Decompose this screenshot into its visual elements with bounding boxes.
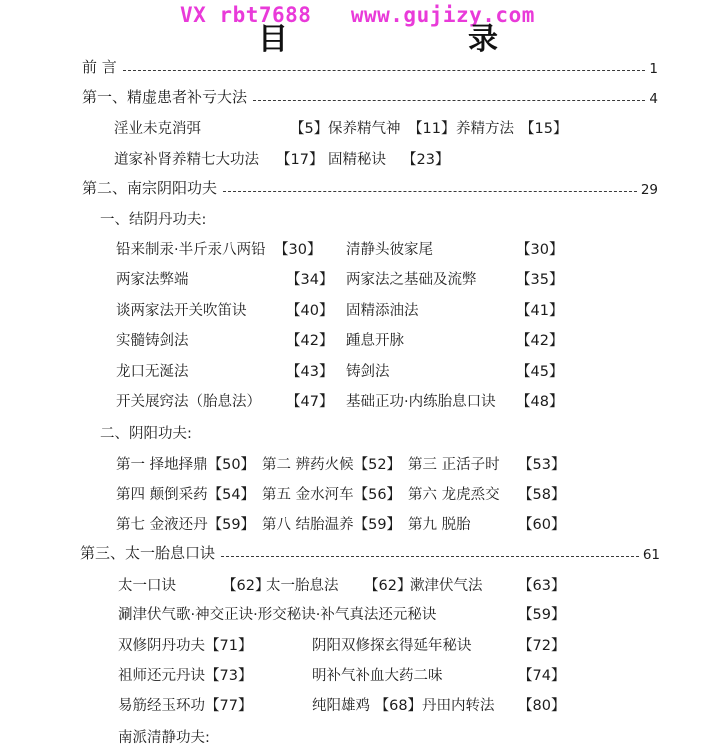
toc-item-page: 【15】 [520, 121, 568, 137]
toc-item: 明补气补血大药二味 [312, 668, 443, 684]
toc-item: 铅来制汞·半斤汞八两铅 [116, 242, 266, 258]
toc-item: 第二 辨药火候【52】 [262, 457, 402, 473]
toc-item-page: 【41】 [516, 303, 564, 319]
toc-item: 易筋经玉环功【77】 [118, 698, 253, 714]
toc-item-page: 【34】 [286, 272, 334, 288]
toc-item: 第八 结胎温养【59】 [262, 517, 402, 533]
toc-item-page: 【58】 [518, 487, 566, 503]
toc-item-page: 【30】 [516, 242, 564, 258]
toc-item: 龙口无涎法 [116, 364, 189, 380]
toc-item-page: 【43】 [286, 364, 334, 380]
toc-item-page: 【45】 [516, 364, 564, 380]
toc-item-page: 【72】 [518, 638, 566, 654]
toc-item: 道家补肾养精七大功法 [114, 152, 259, 168]
toc-item: 第五 金水河车【56】 [262, 487, 402, 503]
toc-item: 第九 脱胎 [408, 517, 471, 533]
toc-entry-ch2 [82, 177, 658, 198]
toc-page: 1 [649, 61, 658, 77]
toc-item: 太一口诀 [118, 578, 176, 594]
toc-item: 固精添油法 [346, 303, 419, 319]
toc-item-page: 【63】 [518, 578, 566, 594]
toc-item: 纯阳雄鸡 【68】丹田内转法 [312, 698, 495, 714]
title-char-mu: 目 [258, 22, 288, 57]
subsection-heading: 一、结阴丹功夫: [100, 212, 207, 228]
toc-item-page: 【30】 [274, 242, 322, 258]
toc-page: 29 [640, 182, 658, 198]
toc-item-page: 【17】 [276, 152, 324, 168]
toc-item: 太一胎息法 [266, 578, 339, 594]
toc-item: 铸剑法 [346, 364, 390, 380]
toc-item: 实髓铸剑法 [116, 333, 189, 349]
toc-label: 前 言 [82, 58, 117, 76]
toc-label: 第二、南宗阴阳功夫 [82, 179, 218, 197]
subsection-heading: 南派清静功夫: [118, 730, 210, 746]
toc-item-page: 【59】 [518, 607, 566, 623]
toc-item: 开关展窍法（胎息法） [116, 394, 261, 410]
toc-item: 谈两家法开关吹笛诀 [116, 303, 247, 319]
toc-item: 第四 颠倒采药【54】 [116, 487, 256, 503]
toc-item: 保养精气神 [328, 121, 401, 137]
toc-entry-ch1 [82, 86, 658, 107]
toc-entry-preface [82, 56, 658, 77]
subsection-heading: 二、阴阳功夫: [100, 426, 192, 442]
toc-item-page: 【80】 [518, 698, 566, 714]
toc-item: 基础正功·内练胎息口诀 [346, 394, 496, 410]
toc-item: 养精方法 [456, 121, 514, 137]
toc-item: 双修阴丹功夫【71】 [118, 638, 253, 654]
dot-leader [253, 100, 645, 101]
toc-page: 61 [642, 547, 660, 563]
toc-item-page: 【23】 [402, 152, 450, 168]
dot-leader [221, 556, 639, 557]
toc-item: 第三 正活子时 [408, 457, 500, 473]
toc-item: 第六 龙虎烝交 [408, 487, 500, 503]
toc-item-page: 【74】 [518, 668, 566, 684]
toc-label: 第三、太一胎息口诀 [80, 544, 216, 562]
toc-item: 固精秘诀 [328, 152, 386, 168]
toc-item: 祖师还元丹诀【73】 [118, 668, 253, 684]
toc-item-page: 【42】 [286, 333, 334, 349]
toc-item: 清静头彼家尾 [346, 242, 433, 258]
dot-leader [223, 191, 637, 192]
dot-leader [123, 70, 646, 71]
toc-item-page: 【60】 [518, 517, 566, 533]
toc-item-page: 【35】 [516, 272, 564, 288]
toc-item-page: 【53】 [518, 457, 566, 473]
toc-label: 第一、精虚患者补亏大法 [82, 88, 248, 106]
toc-item: 第七 金液还丹【59】 [116, 517, 256, 533]
toc-item: 第一 择地择鼎【50】 [116, 457, 256, 473]
toc-entry-ch3 [80, 542, 660, 563]
title-char-lu: 录 [468, 22, 498, 57]
toc-item: 漱津伏气法 [410, 578, 483, 594]
toc-item: 踵息开脉 [346, 333, 404, 349]
toc-item: 两家法弊端 [116, 272, 189, 288]
toc-item-page: 【62】 [222, 578, 270, 594]
toc-item: 淫业未克消弭 [114, 121, 201, 137]
toc-item-page: 【5】 [290, 121, 329, 137]
toc-item-page: 【42】 [516, 333, 564, 349]
toc-item-page: 【62】 [364, 578, 412, 594]
toc-item: 两家法之基础及流弊 [346, 272, 477, 288]
toc-item-page: 【48】 [516, 394, 564, 410]
toc-item-page: 【40】 [286, 303, 334, 319]
toc-item: 涮津伏气歌·神交正诀·形交秘诀·补气真法还元秘诀 [118, 607, 437, 623]
watermark-text: VX rbt7688 www.gujizy.com [180, 3, 535, 27]
toc-item: 阴阳双修探玄得延年秘诀 [312, 638, 472, 654]
toc-item-page: 【47】 [286, 394, 334, 410]
toc-page: 4 [649, 91, 658, 107]
toc-item-page: 【11】 [408, 121, 456, 137]
